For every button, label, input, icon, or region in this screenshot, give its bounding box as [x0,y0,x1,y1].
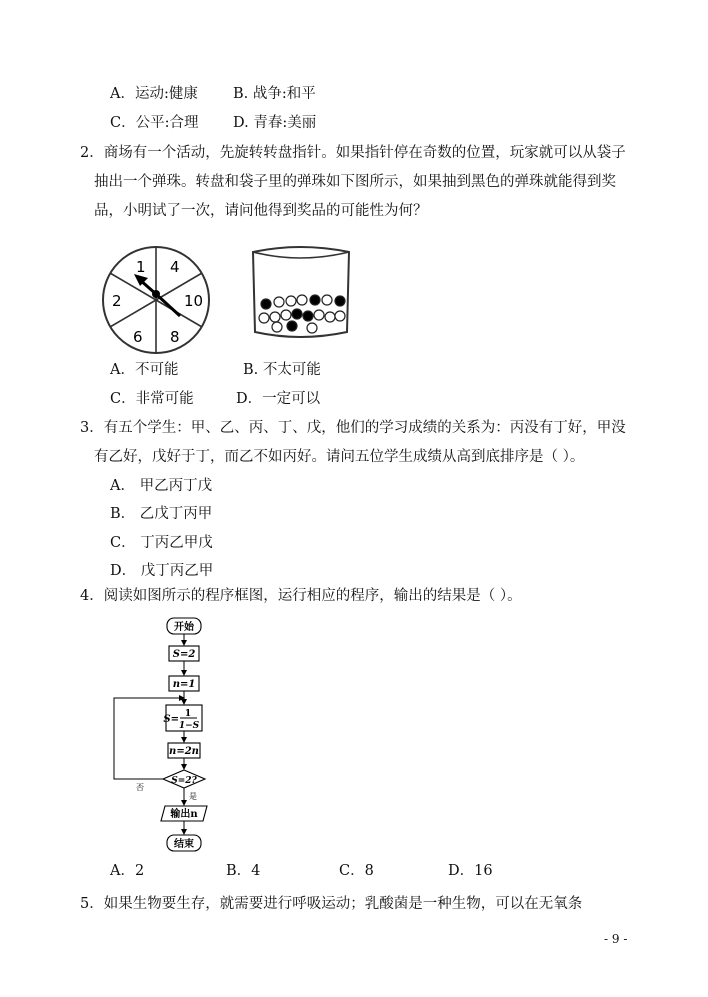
white-marble [322,295,332,305]
white-marble [272,322,282,332]
q3-option-b: B． 乙戊丁丙甲 [110,506,213,522]
spinner-number: 10 [184,292,204,310]
q3-option-a: A． 甲乙丙丁戊 [110,478,213,494]
spinner-number: 8 [170,328,180,346]
white-marble [286,296,296,306]
flowchart-s-init: S=2 [172,649,196,660]
spinner-figure [100,244,212,356]
spinner-number: 2 [112,292,122,310]
white-marble [314,310,324,320]
black-marble [292,309,302,319]
q2-option-d: D．一定可以 [236,391,321,407]
black-marble [261,299,271,309]
flowchart-s-update-left: S= [163,714,179,725]
flowchart-s-update-numerator: 1 [184,709,192,719]
marble-bag-svg [250,244,352,344]
q2-text-line-3: 品，小明试了一次，请问他得到奖品的可能性为何？ [94,203,428,219]
flowchart-yes-label: 是 [189,792,197,801]
spinner-number: 4 [170,258,180,276]
q2-text-line-2: 抽出一个弹珠。转盘和袋子里的弹珠如下图所示，如果抽到黑色的弹珠就能得到奖 [94,174,616,190]
white-marble [307,323,317,333]
flowchart-start-label: 开始 [174,622,194,633]
q4-option-a: A．2 [110,863,145,879]
white-marble [325,312,335,322]
black-marble [310,295,320,305]
q5-text-line: 5．如果生物要生存，就需要进行呼吸运动；乳酸菌是一种生物，可以在无氧条 [80,896,583,912]
q3-text-line-1: 3．有五个学生：甲、乙、丙、丁、戊，他们的学习成绩的关系为：丙没有丁好，甲没 [80,420,626,436]
q2-option-c: C．非常可能 [110,391,194,407]
spinner-number: 6 [133,328,143,346]
white-marble [297,295,307,305]
q4-option-d: D．16 [448,863,493,879]
white-marble [281,310,291,320]
q2-text-line-1: 2．商场有一个活动，先旋转转盘指针。如果指针停在奇数的位置，玩家就可以从袋子 [80,145,626,161]
black-marble [287,321,297,331]
flowchart-figure [108,612,228,857]
white-marble [259,313,269,323]
flowchart-n-init: n=1 [172,679,196,690]
spinner-number: 1 [136,258,146,276]
q3-option-c: C． 丁丙乙甲戊 [110,535,213,551]
flowchart-no-label: 否 [136,783,144,792]
flowchart-end-label: 结束 [174,839,194,850]
flowchart-n-update: n=2n [169,746,199,757]
q1-option-a: A．运动:健康 [110,86,198,102]
flowchart-output: 输出n [170,809,198,820]
q3-text-line-2: 有乙好，戊好于丁，而乙不如丙好。请问五位学生成绩从高到底排序是（ ）。 [94,449,585,465]
black-marble [303,311,313,321]
q1-option-c: C．公平:合理 [110,115,199,131]
q2-option-a: A．不可能 [110,362,179,378]
black-marble [335,296,345,306]
q3-option-d: D． 戊丁丙乙甲 [110,563,214,579]
q4-text-line: 4．阅读如图所示的程序框图，运行相应的程序，输出的结果是（ ）。 [80,588,522,604]
page-number: - 9 - [604,932,628,946]
white-marble [274,297,284,307]
marble-bag-figure [250,244,352,344]
flowchart-s-update-denominator: 1−S [178,721,200,731]
q1-option-d: D. 青春:美丽 [233,115,317,131]
flowchart-condition: S=2? [171,776,197,786]
white-marble [270,312,280,322]
q1-option-b: B. 战争:和平 [233,86,316,102]
white-marble [335,311,345,321]
q4-option-c: C．8 [339,863,374,879]
q4-option-b: B．4 [226,863,261,879]
q2-option-b: B. 不太可能 [243,362,321,378]
